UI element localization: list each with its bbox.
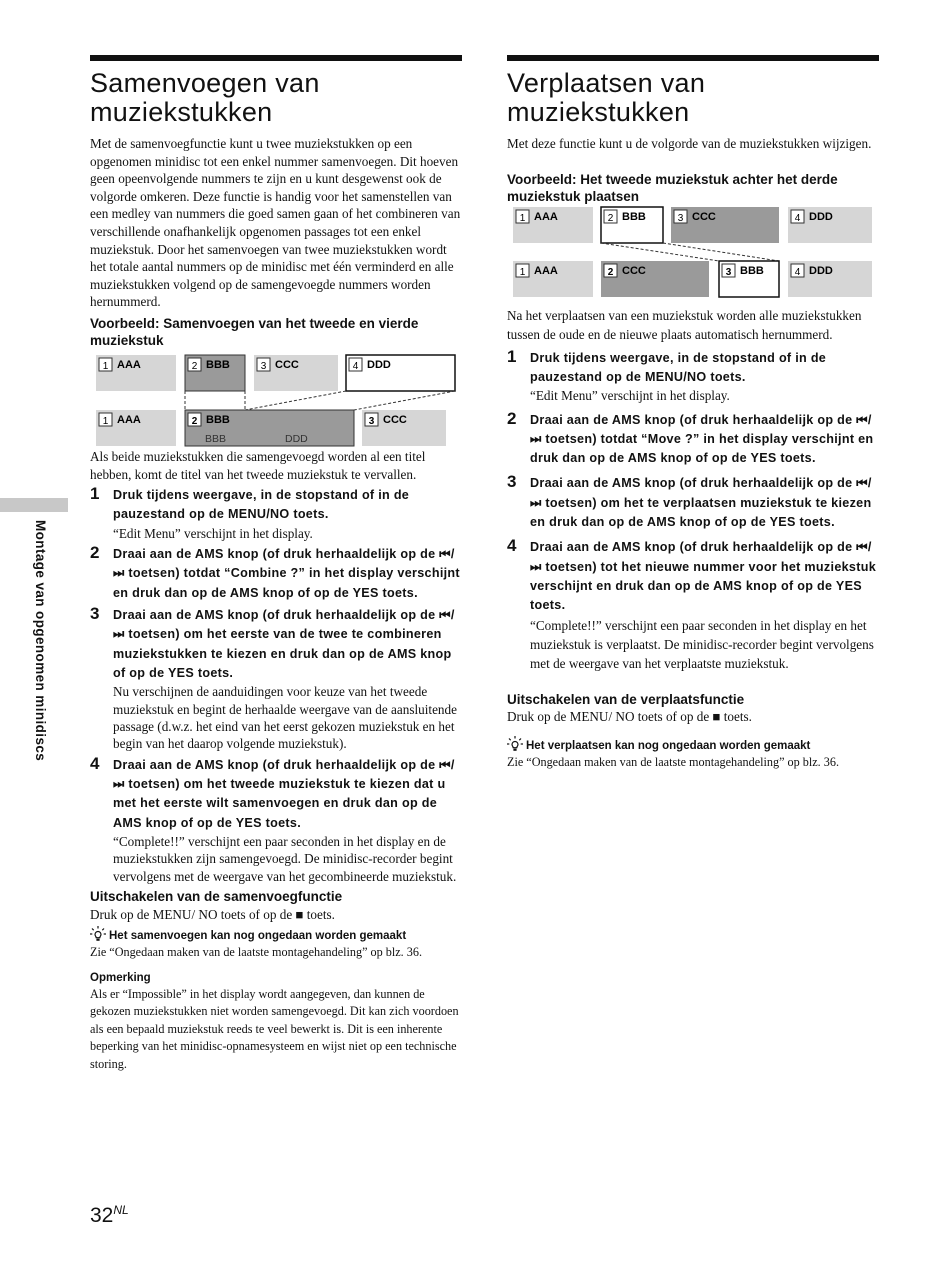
step-1 (90, 486, 462, 542)
step-note: “Complete!!” verschijnt een paar seconden in het display en het muziekstuk is verplaatst. De minidisc-recorder begint vervolgens met de weergave van het verplaatste muziekstuk. (530, 617, 874, 671)
page-number: $32^{NL}$ (90, 1203, 129, 1227)
step-1 (507, 346, 879, 405)
track-label: BBB (206, 358, 230, 371)
step-2 (507, 408, 879, 469)
tip-heading: Het verplaatsen kan nog ongedaan worden gemaakt (507, 736, 879, 754)
lightbulb-icon (507, 736, 523, 752)
tip-heading: Het samenvoegen kan nog ongedaan worden gemaakt (90, 926, 462, 944)
cancel-text: Druk op de MENU/ NO toets of op de ■ toets. (507, 709, 752, 725)
step-number: 4 (90, 753, 100, 773)
step-number: 1 (90, 484, 100, 504)
step-number: 2 (90, 543, 100, 563)
section-title: Samenvoegen van muziekstukken (90, 68, 320, 127)
track-label: CCC (383, 413, 407, 426)
after-diagram-text: Als beide muziekstukken die samengevoegd worden al een titel hebben, komt de titel van het tweede muziekstuk te vervallen. (90, 448, 426, 482)
track-label: CCC (622, 264, 646, 277)
track-number: 3 (725, 266, 732, 278)
step-number: 3 (507, 472, 517, 492)
after-diagram-text: Na het verplaatsen van een muziekstuk worden alle muziekstukken tussen de oude en de nieuwe plaats automatisch hernummerd. (507, 307, 862, 342)
combined-part-label: BBB (205, 432, 227, 445)
step-number: 2 (507, 408, 517, 428)
cancel-title: Uitschakelen van de verplaatsfunctie (507, 691, 745, 707)
track-label: BBB (206, 413, 230, 426)
track-label: CCC (275, 358, 299, 371)
step-instruction: Draai aan de AMS knop (of druk herhaaldelijk op de ⏮/⏭ toetsen) om het eerste van de twee te combineren muziekstukken te kiezen en druk dan op de AMS knop of op de YES toets. (113, 608, 455, 680)
cancel-title: Uitschakelen van de samenvoegfunctie (90, 889, 343, 905)
step-2 (90, 545, 462, 603)
track-number: 1 (102, 415, 109, 427)
example-title: Voorbeeld: Het tweede muziekstuk achter het derde muziekstuk plaatsen (507, 171, 838, 205)
track-label: BBB (740, 264, 764, 277)
track-number: 2 (607, 266, 614, 278)
step-instruction: Draai aan de AMS knop (of druk herhaaldelijk op de ⏮/⏭ toetsen) om het te verplaatsen muziekstuk te kiezen en druk dan op de AMS knop of op de YES toets. (530, 476, 872, 530)
tip-text: Zie “Ongedaan maken van de laatste montagehandeling” op blz. 36. (507, 754, 839, 769)
section-rule (507, 55, 879, 61)
track-label: DDD (367, 358, 391, 371)
step-instruction: Druk tijdens weergave, in de stopstand of in de pauzestand op de MENU/NO toets. (113, 488, 410, 522)
track-label: CCC (692, 210, 716, 223)
step-instruction: Draai aan de AMS knop (of druk herhaaldelijk op de ⏮/⏭ toetsen) totdat “Combine ?” in het display verschijnt en druk dan op de AMS knop of op de YES toets. (113, 547, 460, 600)
intro-paragraph: Met de samenvoegfunctie kunt u twee muziekstukken op een opgenomen minidisc tot een enkel nummer samenvoegen. Dit hoeven geen opeenvolgende nummers te zijn en u kunt desgewenst ook de volgorde omkeren. Deze functie is handig voor het samenstellen van een medley van nummers die goed samen gaan of het combineren van verschillende onafhankelijk opgenomen passages tot een enkel muziekstuk. Door het samenvoegen van twee muziekstukken wordt het totale aantal nummers op de minidisc met één verminderd en alle muziekstukken volgend op de samengevoegde nummers worden hernummerd. (90, 136, 461, 310)
step-note: Nu verschijnen de aanduidingen voor keuze van het tweede muziekstuk en begint de herhaalde weergave van de aansluitende passage (d.w.z. het eind van het eerst gekozen muziekstuk en het begin van het daarop volgende muziekstuk). (113, 684, 457, 752)
track-number: 2 (191, 415, 198, 427)
step-number: 4 (507, 536, 517, 556)
track-number: 3 (677, 212, 684, 224)
side-tab-marker (0, 498, 68, 512)
step-4 (90, 753, 462, 885)
side-tab-label: Montage van opgenomen minidiscs (33, 520, 48, 762)
track-label: AAA (117, 413, 141, 426)
track-label: DDD (809, 210, 833, 223)
track-label: AAA (534, 210, 558, 223)
track-label: AAA (534, 264, 558, 277)
track-label: AAA (117, 358, 141, 371)
track-number: 1 (519, 266, 526, 278)
step-3 (90, 606, 462, 753)
step-note: “Edit Menu” verschijnt in het display. (530, 388, 730, 404)
section-rule (90, 55, 462, 61)
intro-paragraph: Met deze functie kunt u de volgorde van de muziekstukken wijzigen. (507, 136, 872, 151)
right-column (507, 55, 879, 771)
track-number: 2 (607, 212, 614, 224)
track-number: 4 (794, 266, 801, 278)
track-number: 3 (260, 360, 267, 372)
combine-diagram (90, 352, 462, 448)
step-instruction: Draai aan de AMS knop (of druk herhaaldelijk op de ⏮/⏭ toetsen) totdat “Move ?” in het display verschijnt en druk dan op de AMS knop of op de YES toets. (530, 412, 874, 466)
tip-text: Zie “Ongedaan maken van de laatste montagehandeling” op blz. 36. (90, 945, 422, 960)
step-note: “Complete!!” verschijnt een paar seconden in het display en de muziekstukken zijn samengevoegd. De minidisc-recorder begint vervolgens met de weergave van het gecombineerde muziekstuk. (113, 834, 457, 884)
left-column (90, 55, 462, 1073)
track-number: 3 (368, 415, 375, 427)
track-label: DDD (809, 264, 833, 277)
step-4 (507, 538, 879, 672)
track-number: 4 (794, 212, 801, 224)
move-diagram (507, 206, 879, 300)
step-instruction: Draai aan de AMS knop (of druk herhaaldelijk op de ⏮/⏭ toetsen) om het tweede muziekstuk te kiezen dat u met het eerste wilt samenvoegen en druk dan op de AMS knop of op de YES toets. (113, 757, 455, 830)
track-number: 1 (519, 212, 526, 224)
track-number: 4 (352, 360, 359, 372)
note-title: Opmerking (90, 971, 151, 984)
step-instruction: Druk tijdens weergave, in de stopstand of in de pauzestand op de MENU/NO toets. (530, 350, 827, 384)
step-instruction: Draai aan de AMS knop (of druk herhaaldelijk op de ⏮/⏭ toetsen) tot het nieuwe nummer voor het muziekstuk verschijnt en druk dan op de AMS knop of op de YES toets. (530, 540, 877, 613)
cancel-text: Druk op de MENU/ NO toets of op de ■ toets. (90, 906, 335, 922)
note-text: Als er “Impossible” in het display wordt aangegeven, dan kunnen de gekozen muziekstukken niet worden samengevoegd. Dit kan zich voordoen als een bepaald muziekstuk reeds te veel bewerkt is. Dit is een inherente beperking van het minidisc-opnamesysteem en wijst niet op een technische storing. (90, 986, 459, 1071)
track-number: 2 (191, 360, 198, 372)
track-label: BBB (622, 210, 646, 223)
combined-part-label: DDD (285, 432, 308, 445)
section-title: Verplaatsen van muziekstukken (507, 68, 706, 127)
step-3 (507, 474, 879, 532)
step-note: “Edit Menu” verschijnt in het display. (113, 525, 313, 541)
track-number: 1 (102, 360, 109, 372)
step-number: 3 (90, 604, 100, 624)
lightbulb-icon (90, 926, 106, 942)
example-title: Voorbeeld: Samenvoegen van het tweede en vierde muziekstuk (90, 315, 419, 349)
step-number: 1 (507, 346, 517, 366)
